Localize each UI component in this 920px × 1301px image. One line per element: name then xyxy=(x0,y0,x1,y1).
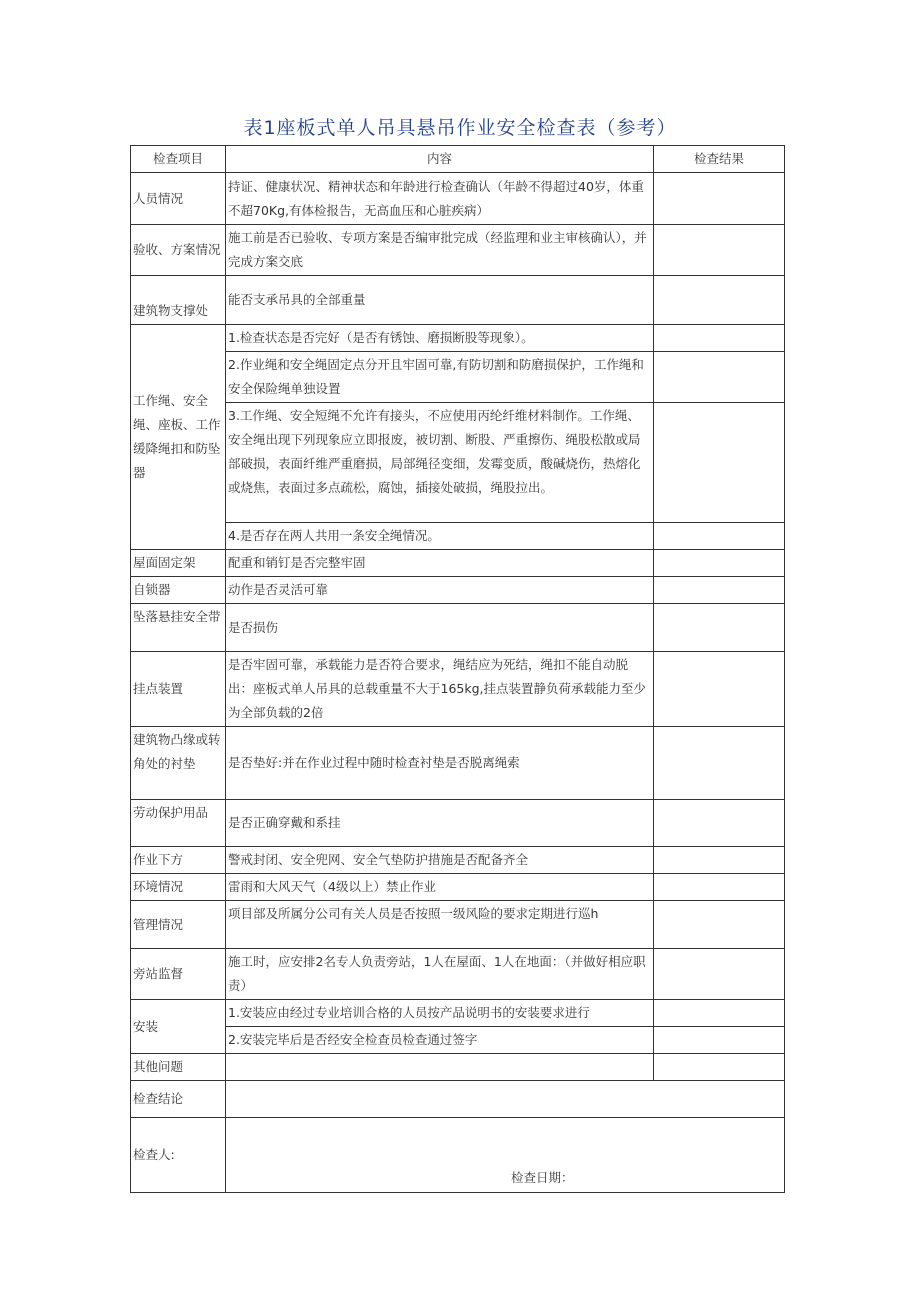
result-cell[interactable] xyxy=(654,847,785,874)
table-row xyxy=(131,550,785,577)
result-cell[interactable] xyxy=(654,577,785,604)
result-cell[interactable] xyxy=(654,652,785,727)
result-cell[interactable] xyxy=(654,352,785,403)
table-row xyxy=(131,225,785,276)
item-label: 旁站监督 xyxy=(131,949,226,1000)
form-title: 表1座板式单人吊具悬吊作业安全检查表（参考） xyxy=(243,117,677,139)
item-content xyxy=(226,1054,654,1081)
table-row xyxy=(131,1027,785,1054)
item-content: 2.安装完毕后是否经安全检查员检查通过签字 xyxy=(226,1027,654,1054)
item-label: 自锁器 xyxy=(131,577,226,604)
result-cell[interactable] xyxy=(654,403,785,523)
item-content: 施工时，应安排2名专人负责旁站，1人在屋面、1人在地面：（并做好相应职责） xyxy=(226,949,654,1000)
item-label: 屋面固定架 xyxy=(131,550,226,577)
table-row xyxy=(131,403,785,523)
item-content: 持证、健康状况、精神状态和年龄进行检查确认（年龄不得超过40岁，体重不超70Kg,有体检报告，无高血压和心脏疾病） xyxy=(226,173,654,225)
item-label: 建筑物支撑处 xyxy=(131,276,226,325)
inspector-sign-cell[interactable] xyxy=(226,1118,785,1193)
item-label: 其他问题 xyxy=(131,1054,226,1081)
item-label: 建筑物凸缘或转角处的衬垫 xyxy=(131,727,226,800)
item-content: 2.作业绳和安全绳固定点分开且牢固可靠,有防切割和防磨损保护，工作绳和安全保险绳单独设置 xyxy=(226,352,654,403)
table-row xyxy=(131,173,785,225)
item-content: 是否垫好:并在作业过程中随时检查衬垫是否脱离绳索 xyxy=(226,727,654,800)
item-label: 坠落悬挂安全带 xyxy=(131,604,226,652)
item-label: 人员情况 xyxy=(131,173,226,225)
result-cell[interactable] xyxy=(654,800,785,847)
item-content: 是否正确穿戴和系挂 xyxy=(226,800,654,847)
result-cell[interactable] xyxy=(654,325,785,352)
table-row xyxy=(131,352,785,403)
inspection-date-label: 检查日期： xyxy=(511,1170,574,1185)
table-row xyxy=(131,523,785,550)
item-label: 挂点装置 xyxy=(131,652,226,727)
result-cell[interactable] xyxy=(654,949,785,1000)
item-label: 工作绳、安全绳、座板、工作缓降绳扣和防坠器 xyxy=(131,325,226,550)
header-item: 检查项目 xyxy=(131,146,226,173)
table-row xyxy=(131,847,785,874)
item-content: 雷雨和大风天气（4级以上）禁止作业 xyxy=(226,874,654,901)
item-content: 项目部及所属分公司有关人员是否按照一级风险的要求定期进行巡h xyxy=(226,901,654,949)
item-content: 配重和销钉是否完整牢固 xyxy=(226,550,654,577)
table-header-row xyxy=(131,146,785,173)
result-cell[interactable] xyxy=(654,1027,785,1054)
result-cell[interactable] xyxy=(654,1000,785,1027)
result-cell[interactable] xyxy=(654,523,785,550)
table-row xyxy=(131,1054,785,1081)
inspector-label: 检查人: xyxy=(131,1118,226,1193)
table-row xyxy=(131,325,785,352)
table-row xyxy=(131,276,785,325)
item-content: 4.是否存在两人共用一条安全绳情况。 xyxy=(226,523,654,550)
header-content: 内容 xyxy=(226,146,654,173)
result-cell[interactable] xyxy=(654,604,785,652)
result-cell[interactable] xyxy=(654,276,785,325)
table-row xyxy=(131,1000,785,1027)
table-row xyxy=(131,652,785,727)
result-cell[interactable] xyxy=(654,173,785,225)
table-row xyxy=(131,800,785,847)
result-cell[interactable] xyxy=(654,225,785,276)
result-cell[interactable] xyxy=(654,727,785,800)
table-row xyxy=(131,874,785,901)
item-label: 劳动保护用品 xyxy=(131,800,226,847)
conclusion-row xyxy=(131,1081,785,1118)
result-cell[interactable] xyxy=(654,874,785,901)
item-content: 1.检查状态是否完好（是否有锈蚀、磨损断股等现象）。 xyxy=(226,325,654,352)
result-cell[interactable] xyxy=(654,901,785,949)
item-content: 1.安装应由经过专业培训合格的人员按产品说明书的安装要求进行 xyxy=(226,1000,654,1027)
item-label: 环境情况 xyxy=(131,874,226,901)
conclusion-label: 检查结论 xyxy=(131,1081,226,1118)
result-cell[interactable] xyxy=(654,550,785,577)
item-label: 安装 xyxy=(131,1000,226,1054)
table-row xyxy=(131,727,785,800)
item-label: 验收、方案情况 xyxy=(131,225,226,276)
table-row xyxy=(131,901,785,949)
item-content: 3.工作绳、安全短绳不允许有接头，不应使用丙纶纤维材料制作。工作绳、安全绳出现下列现象应立即报废，被切割、断股、严重擦伤、绳股松散或局部破损，表面纤维严重磨损，局部绳径变细，发霉变质，酸碱烧伤，热熔化或烧焦，表面过多点疏松，腐蚀，插接处破损，绳股拉出。 xyxy=(226,403,654,523)
item-content: 是否损伤 xyxy=(226,604,654,652)
safety-checklist-table xyxy=(130,145,785,1193)
item-content: 施工前是否已验收、专项方案是否编审批完成（经监理和业主审核确认），并完成方案交底 xyxy=(226,225,654,276)
item-content: 动作是否灵活可靠 xyxy=(226,577,654,604)
result-cell[interactable] xyxy=(654,1054,785,1081)
inspector-row xyxy=(131,1118,785,1193)
item-content: 是否牢固可靠，承载能力是否符合要求，绳结应为死结，绳扣不能自动脱出：座板式单人吊具的总载重量不大于165kg,挂点装置静负荷承载能力至少为全部负载的2倍 xyxy=(226,652,654,727)
header-result: 检查结果 xyxy=(654,146,785,173)
item-content: 能否支承吊具的全部重量 xyxy=(226,276,654,325)
conclusion-cell[interactable] xyxy=(226,1081,785,1118)
item-label: 作业下方 xyxy=(131,847,226,874)
table-row xyxy=(131,577,785,604)
table-row xyxy=(131,949,785,1000)
item-content: 警戒封闭、安全兜网、安全气垫防护措施是否配备齐全 xyxy=(226,847,654,874)
item-label: 管理情况 xyxy=(131,901,226,949)
table-row xyxy=(131,604,785,652)
